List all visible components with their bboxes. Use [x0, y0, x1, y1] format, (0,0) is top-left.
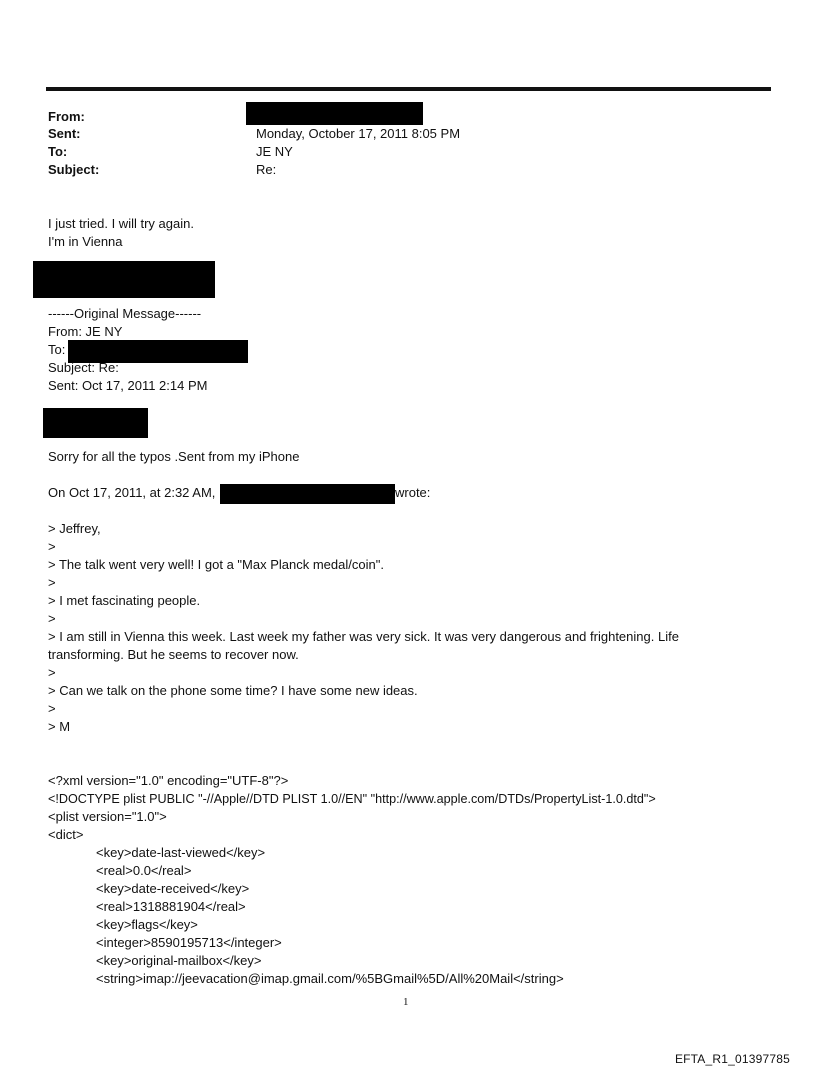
xml-line: <key>date-last-viewed</key>: [96, 845, 266, 860]
header-rule: [46, 87, 771, 91]
subject-label: Subject:: [48, 162, 100, 177]
from-label: From:: [48, 109, 85, 124]
quoted-line: >: [48, 701, 56, 716]
redaction-box: [33, 261, 215, 298]
typos-line: Sorry for all the typos .Sent from my iPhone: [48, 449, 300, 464]
xml-line: <key>original-mailbox</key>: [96, 953, 262, 968]
redaction-box: [246, 102, 423, 125]
on-date-line: On Oct 17, 2011, at 2:32 AM,: [48, 485, 216, 500]
redaction-box: [43, 408, 148, 438]
xml-line: <key>date-received</key>: [96, 881, 250, 896]
to-value: JE NY: [256, 144, 293, 159]
quoted-line: > I met fascinating people.: [48, 593, 201, 608]
sent-value: Monday, October 17, 2011 8:05 PM: [256, 126, 461, 141]
bates-stamp: EFTA_R1_01397785: [674, 1052, 790, 1066]
original-to-label: To:: [48, 342, 66, 357]
body-line-1: I just tried. I will try again.: [48, 216, 194, 231]
xml-line: <real>0.0</real>: [96, 863, 192, 878]
body-line-2: I'm in Vienna: [48, 234, 123, 249]
original-divider: ------Original Message------: [48, 306, 202, 321]
quoted-line: transforming. But he seems to recover now.: [48, 647, 299, 662]
xml-line: <real>1318881904</real>: [96, 899, 246, 914]
original-sent: Sent: Oct 17, 2011 2:14 PM: [48, 378, 208, 393]
quoted-line: >: [48, 611, 56, 626]
wrote-text: wrote:: [395, 485, 431, 500]
quoted-line: >: [48, 575, 56, 590]
original-subject: Subject: Re:: [48, 360, 119, 375]
quoted-line: > The talk went very well! I got a "Max Planck medal/coin".: [48, 557, 384, 572]
xml-line: <key>flags</key>: [96, 917, 198, 932]
page-number: 1: [403, 996, 409, 1008]
xml-dict: <dict>: [48, 827, 84, 842]
xml-declaration: <?xml version="1.0" encoding="UTF-8"?>: [48, 773, 289, 788]
xml-doctype: <!DOCTYPE plist PUBLIC "-//Apple//DTD PLIST 1.0//EN" "http://www.apple.com/DTDs/PropertyList-1.0.dtd">: [48, 792, 656, 806]
quoted-line: > I am still in Vienna this week. Last week my father was very sick. It was very dangerous and frightening. Life: [48, 629, 679, 644]
subject-value: Re:: [256, 162, 277, 177]
quoted-line: > Jeffrey,: [48, 521, 101, 536]
quoted-line: >: [48, 665, 56, 680]
xml-plist: <plist version="1.0">: [48, 809, 167, 824]
xml-line: <integer>8590195713</integer>: [96, 935, 282, 950]
xml-line: <string>imap://jeevacation@imap.gmail.com/%5BGmail%5D/All%20Mail</string>: [96, 971, 564, 986]
redaction-box: [220, 484, 395, 504]
quoted-line: >: [48, 539, 56, 554]
original-from: From: JE NY: [48, 324, 123, 339]
quoted-line: > Can we talk on the phone some time? I have some new ideas.: [48, 683, 418, 698]
to-label: To:: [48, 144, 68, 159]
quoted-line: > M: [48, 719, 71, 734]
sent-label: Sent:: [48, 126, 81, 141]
